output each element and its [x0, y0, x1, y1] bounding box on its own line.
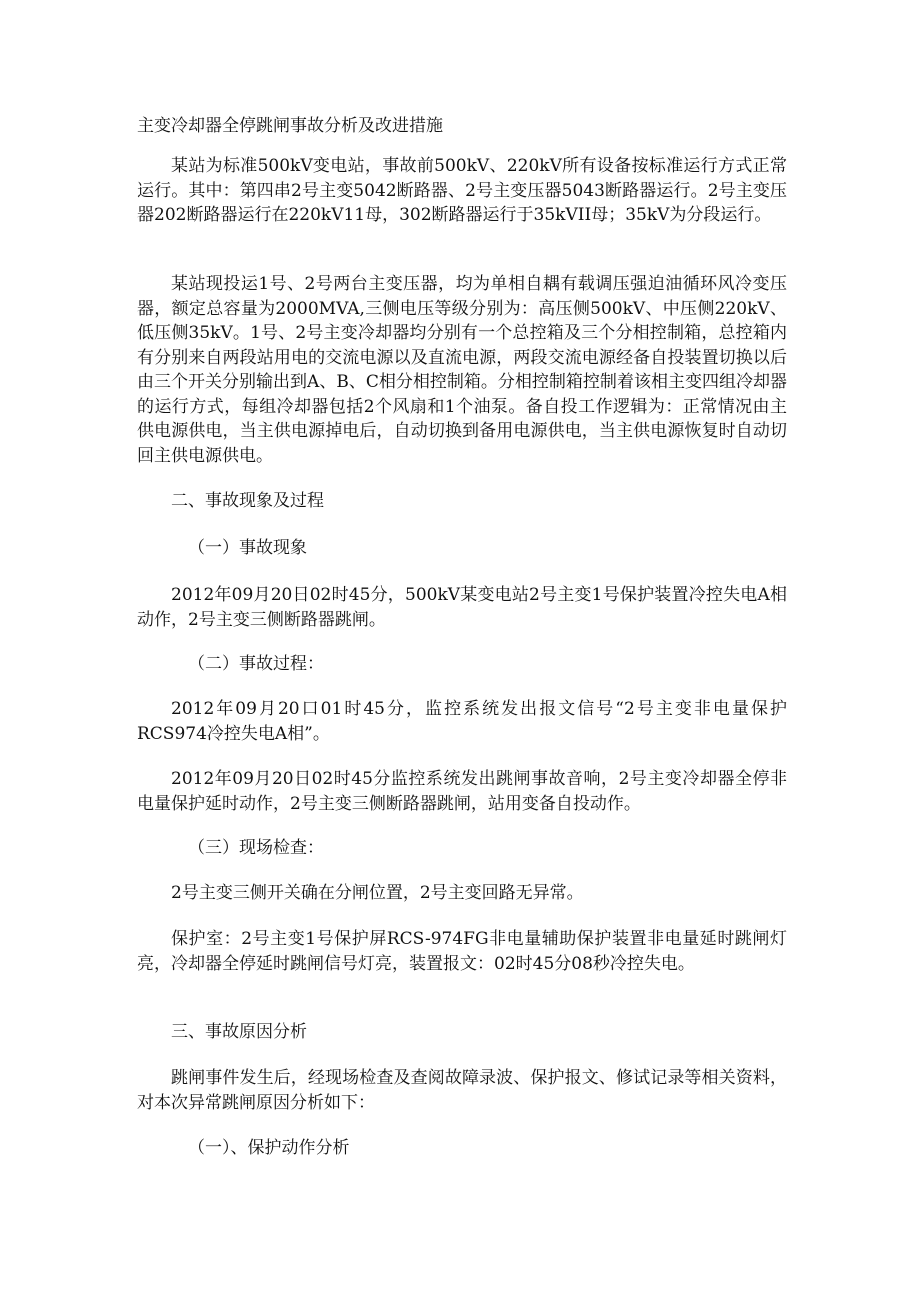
subheading-accident-phenomena: （一）事故现象 — [188, 538, 307, 558]
paragraph-monitoring-signal: 2012年09月20口01时45分，监控系统发出报文信号“2号主变非电量保护RCS974冷控失电A相”。 — [137, 699, 787, 744]
document-title: 主变冷却器全停跳闸事故分析及改进措施 — [137, 116, 443, 136]
paragraph-station-overview: 某站为标准500kV变电站，事故前500kV、220kV所有设备按标准运行方式正常运行。其中：第四串2号主变5042断路器、2号主变压器5043断路器运行。2号主变压器202断路器运行在220kV11母，302断路器运行于35kVII母；35kV为分段运行。 — [137, 156, 787, 225]
heading-cause-analysis: 三、事故原因分析 — [171, 1022, 307, 1042]
paragraph-switch-position: 2号主变三侧开关确在分闸位置，2号主变回路无异常。 — [171, 883, 584, 903]
subheading-accident-process: （二）事故过程： — [188, 654, 324, 674]
paragraph-trip-event: 2012年09月20日02时45分监控系统发出跳闸事故音响，2号主变冷却器全停非电量保护延时动作，2号主变三侧断路器跳闸，站用变备自投动作。 — [137, 769, 787, 814]
paragraph-analysis-intro: 跳闸事件发生后，经现场检查及查阅故障录波、保护报文、修试记录等相关资料，对本次异常跳闸原因分析如下： — [137, 1068, 787, 1113]
subheading-protection-action-analysis: （一）、保护动作分析 — [188, 1138, 350, 1158]
subheading-site-inspection: （三）现场检查： — [188, 838, 324, 858]
paragraph-protection-room: 保护室：2号主变1号保护屏RCS-974FG非电量辅助保护装置非电量延时跳闸灯亮，冷却器全停延时跳闸信号灯亮，装置报文：02时45分08秒冷控失电。 — [137, 929, 787, 974]
paragraph-accident-phenomena: 2012年09月20日02时45分，500kV某变电站2号主变1号保护装置冷控失电A相动作，2号主变三侧断路器跳闸。 — [137, 585, 787, 630]
heading-accident-phenomena-process: 二、事故现象及过程 — [171, 491, 324, 511]
paragraph-transformer-description: 某站现投运1号、2号两台主变压器，均为单相自耦有载调压强迫油循环风冷变压器，额定总容量为2000MVA,三侧电压等级分别为：高压侧500kV、中压侧220kV、低压侧35kV。1号、2号主变冷却器均分别有一个总控箱及三个分相控制箱，总控箱内有分别来自两段站用电的交流电源以及直流电源，两段交流电源经备自投装置切换以后由三个开关分别输出到A、B、C相分相控制箱。分相控制箱控制着该相主变四组冷却器的运行方式，每组冷却器包括2个风扇和1个油泵。备自投工作逻辑为：正常情况由主供电源供电，当主供电源掉电后，自动切换到备用电源供电，当主供电源恢复时自动切回主供电源供电。 — [137, 274, 787, 466]
